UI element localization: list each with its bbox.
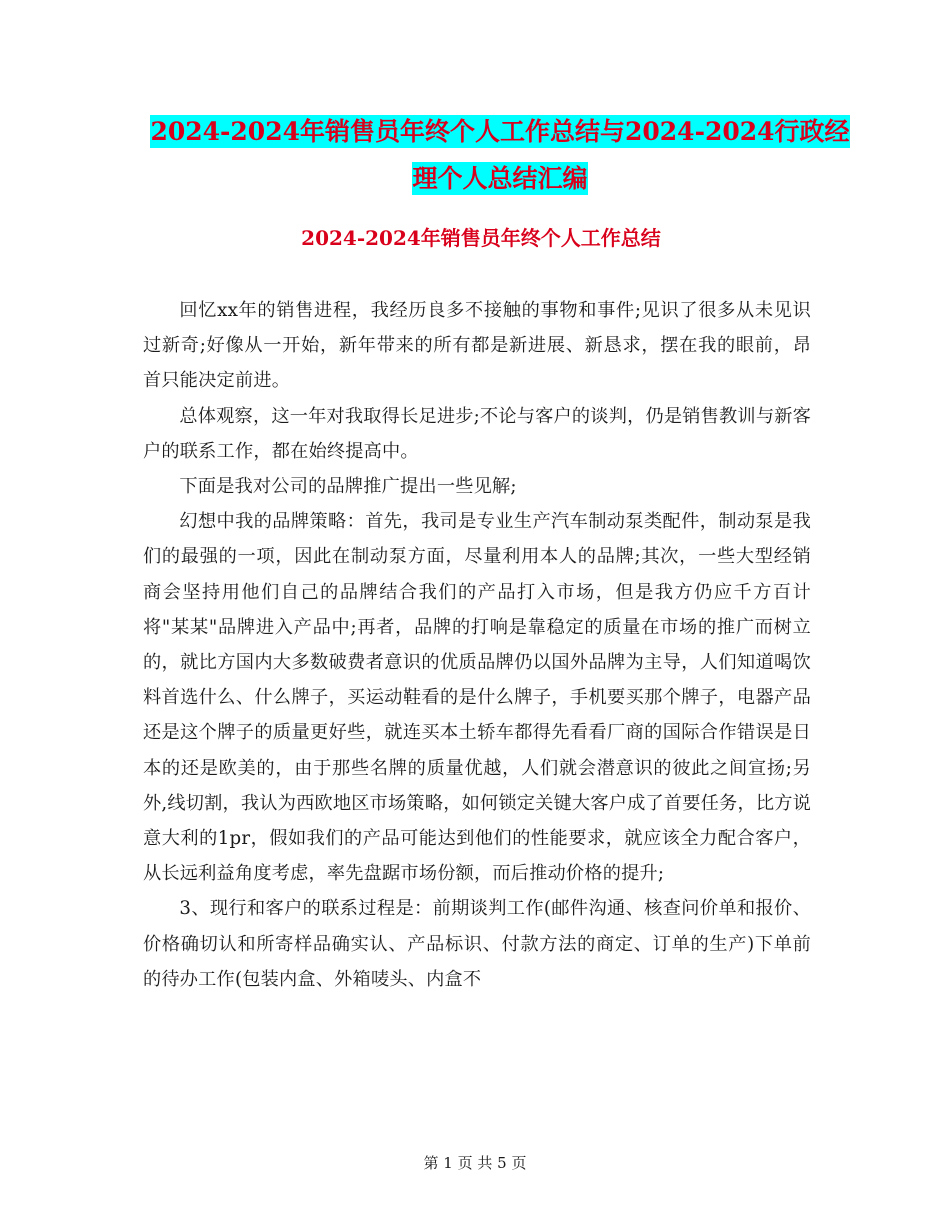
page-footer: 第 1 页 共 5 页 — [423, 1154, 527, 1172]
section-title: 2024-2024年销售员年终个人工作总结 — [301, 226, 661, 250]
paragraph-1: 回忆xx年的销售进程，我经历良多不接触的事物和事件;见识了很多从未见识过新奇;好像从一开始，新年带来的所有都是新进展、新恳求，摆在我的眼前，昂首只能决定前进。 — [143, 300, 811, 392]
document-title-text: 2024-2024年销售员年终个人工作总结与2024-2024行政经理个人总结汇编 — [150, 117, 850, 193]
paragraph-3: 下面是我对公司的品牌推广提出一些见解; — [179, 476, 517, 498]
paragraph-5: 3、现行和客户的联系过程是：前期谈判工作(邮件沟通、核查问价单和报价、价格确切认和所寄样品确实认、产品标识、付款方法的商定、订单的生产)下单前的待办工作(包装内盒、外箱唛头、内盒不 — [143, 898, 811, 990]
paragraph-4: 幻想中我的品牌策略：首先，我司是专业生产汽车制动泵类配件，制动泵是我们的最强的一项，因此在制动泵方面，尽量利用本人的品牌;其次，一些大型经销商会坚持用他们自己的品牌结合我们的产品打入市场，但是我方仍应千方百计将"某某"品牌进入产品中;再者，品牌的打响是靠稳定的质量在市场的推广而树立的，就比方国内大多数破费者意识的优质品牌仍以国外品牌为主导，人们知道喝饮料首选什么、什么牌子，买运动鞋看的是什么牌子，手机要买那个牌子，电器产品还是这个牌子的质量更好些，就连买本土轿车都得先看看厂商的国际合作错误是日本的还是欧美的，由于那些名牌的质量优越，人们就会潜意识的彼此之间宣扬;另外,线切割，我认为西欧地区市场策略，如何锁定关键大客户成了首要任务，比方说意大利的1pr，假如我们的产品可能达到他们的性能要求，就应该全力配合客户，从长远利益角度考虑，率先盘踞市场份额，而后推动价格的提升; — [143, 511, 811, 885]
document-body — [143, 293, 811, 997]
document-title — [140, 108, 860, 202]
paragraph-2: 总体观察，这一年对我取得长足进步;不论与客户的谈判，仍是销售教训与新客户的联系工作，都在始终提高中。 — [143, 405, 811, 462]
